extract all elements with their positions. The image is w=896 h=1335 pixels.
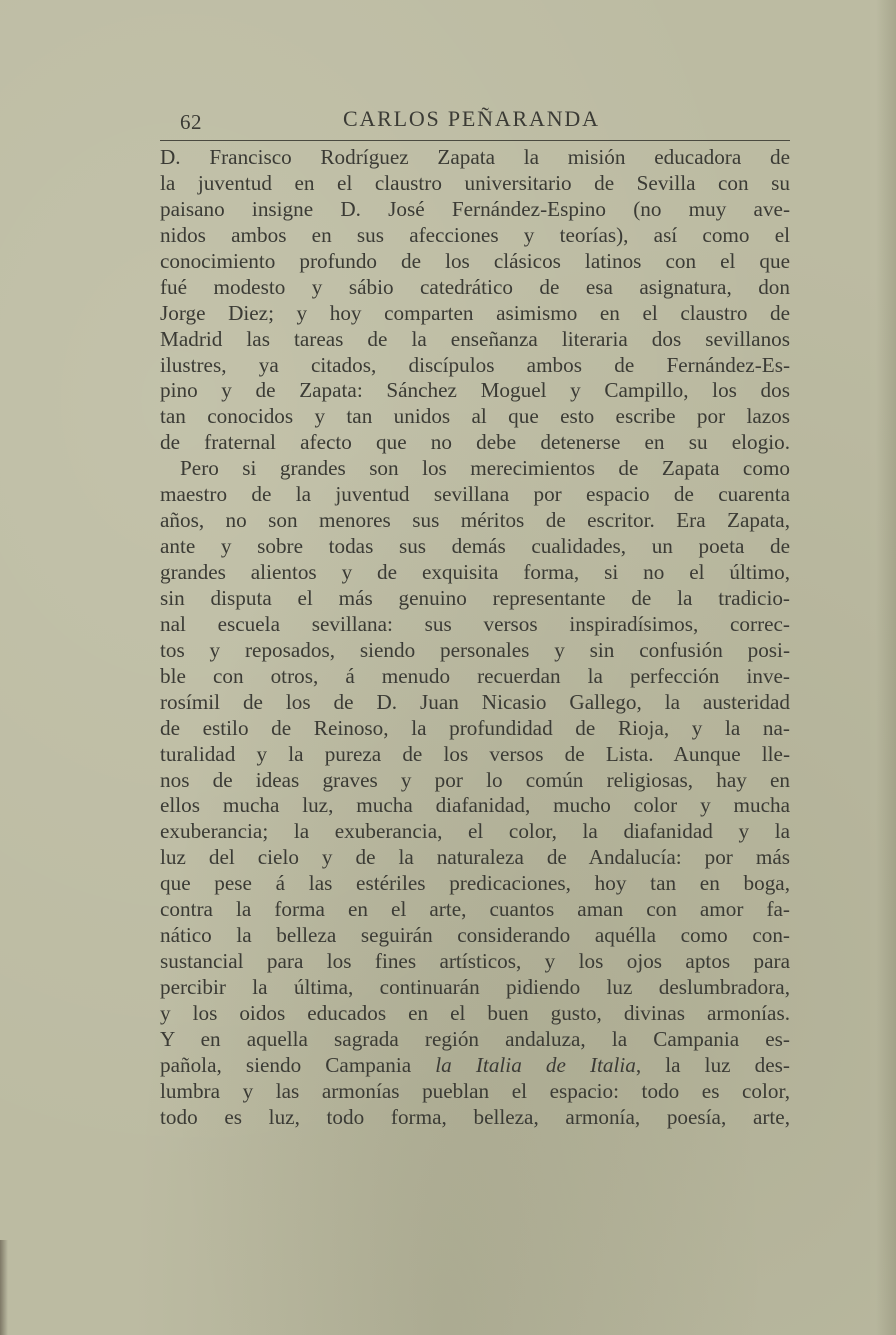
text-line: turalidad y la pureza de los versos de Lista. Aunque lle-: [160, 741, 790, 766]
text-line: grandes alientos y de exquisita forma, si no el último,: [160, 560, 790, 584]
binding-shadow: [0, 1240, 8, 1335]
text-line: lumbra y las armonías pueblan el espacio: todo es color,: [160, 1078, 790, 1103]
text-line: ante y sobre todas sus demás cualidades, un poeta de: [160, 534, 790, 559]
text-line: todo es luz, todo forma, belleza, armonía, poesía, arte,: [160, 1104, 790, 1129]
text-segment: , la luz des-: [635, 1052, 790, 1077]
text-line: paisano insigne D. José Fernández-Espino (no muy ave-: [160, 196, 790, 221]
page-edge-shadow: [876, 0, 896, 1335]
text-line: ellos mucha luz, mucha diafanidad, mucho color y mucha: [160, 793, 790, 818]
text-line: nos de ideas graves y por lo común religiosas, hay en: [160, 767, 790, 792]
text-line: ble con otros, á menudo recuerdan la perfección inve-: [160, 663, 790, 688]
text-line: la juventud en el claustro universitario de Sevilla con su: [160, 170, 790, 195]
text-line: D. Francisco Rodríguez Zapata la misión educadora de: [160, 145, 790, 169]
italic-title: la Italia de Italia: [435, 1052, 636, 1077]
page-header: [160, 104, 790, 138]
text-line: de estilo de Reinoso, la profundidad de Rioja, y la na-: [160, 715, 790, 740]
text-line: luz del cielo y de la naturaleza de Andalucía: por más: [160, 845, 790, 870]
text-line: y los oidos educados en el buen gusto, divinas armonías.: [160, 1000, 790, 1025]
header-rule: [160, 140, 790, 141]
body-text: [160, 145, 790, 1131]
text-line: ilustres, ya citados, discípulos ambos de Fernández-Es-: [160, 352, 790, 377]
text-line: tos y reposados, siendo personales y sin confusión posi-: [160, 637, 790, 662]
text-line: contra la forma en el arte, cuantos aman con amor fa-: [160, 897, 790, 922]
page-number: 62: [180, 110, 202, 134]
text-line: fué modesto y sábio catedrático de esa asignatura, don: [160, 274, 790, 299]
text-line: tan conocidos y tan unidos al que esto escribe por lazos: [160, 404, 790, 429]
text-line: de fraternal afecto que no debe detenerse en su elogio.: [160, 430, 790, 455]
text-line: sustancial para los fines artísticos, y los ojos aptos para: [160, 949, 790, 974]
text-line: rosímil de los de D. Juan Nicasio Gallego, la austeridad: [160, 689, 790, 714]
text-line: maestro de la juventud sevillana por espacio de cuarenta: [160, 482, 790, 507]
text-line: Madrid las tareas de la enseñanza literaria dos sevillanos: [160, 326, 790, 351]
text-line: nal escuela sevillana: sus versos inspiradísimos, correc-: [160, 611, 790, 636]
text-line: nático la belleza seguirán considerando aquélla como con-: [160, 923, 790, 948]
text-line: nidos ambos en sus afecciones y teorías), así como el: [160, 222, 790, 247]
running-head: CARLOS PEÑARANDA: [343, 106, 600, 131]
text-line: pino y de Zapata: Sánchez Moguel y Campillo, los dos: [160, 378, 790, 403]
text-line: sin disputa el más genuino representante de la tradicio-: [160, 585, 790, 610]
text-line: Y en aquella sagrada región andaluza, la Campania es-: [160, 1026, 790, 1051]
text-line: conocimiento profundo de los clásicos latinos con el que: [160, 248, 790, 273]
text-line: exuberancia; la exuberancia, el color, la diafanidad y la: [160, 819, 790, 844]
text-line: Jorge Diez; y hoy comparten asimismo en el claustro de: [160, 300, 790, 325]
text-segment: pañola, siendo Campania: [160, 1052, 436, 1077]
text-line: percibir la última, continuarán pidiendo luz deslumbradora,: [160, 975, 790, 999]
text-line: años, no son menores sus méritos de escritor. Era Zapata,: [160, 508, 790, 533]
text-line: Pero si grandes son los merecimientos de Zapata como: [180, 456, 790, 481]
text-line: [160, 1053, 790, 1079]
text-line: que pese á las estériles predicaciones, hoy tan en boga,: [160, 871, 790, 896]
